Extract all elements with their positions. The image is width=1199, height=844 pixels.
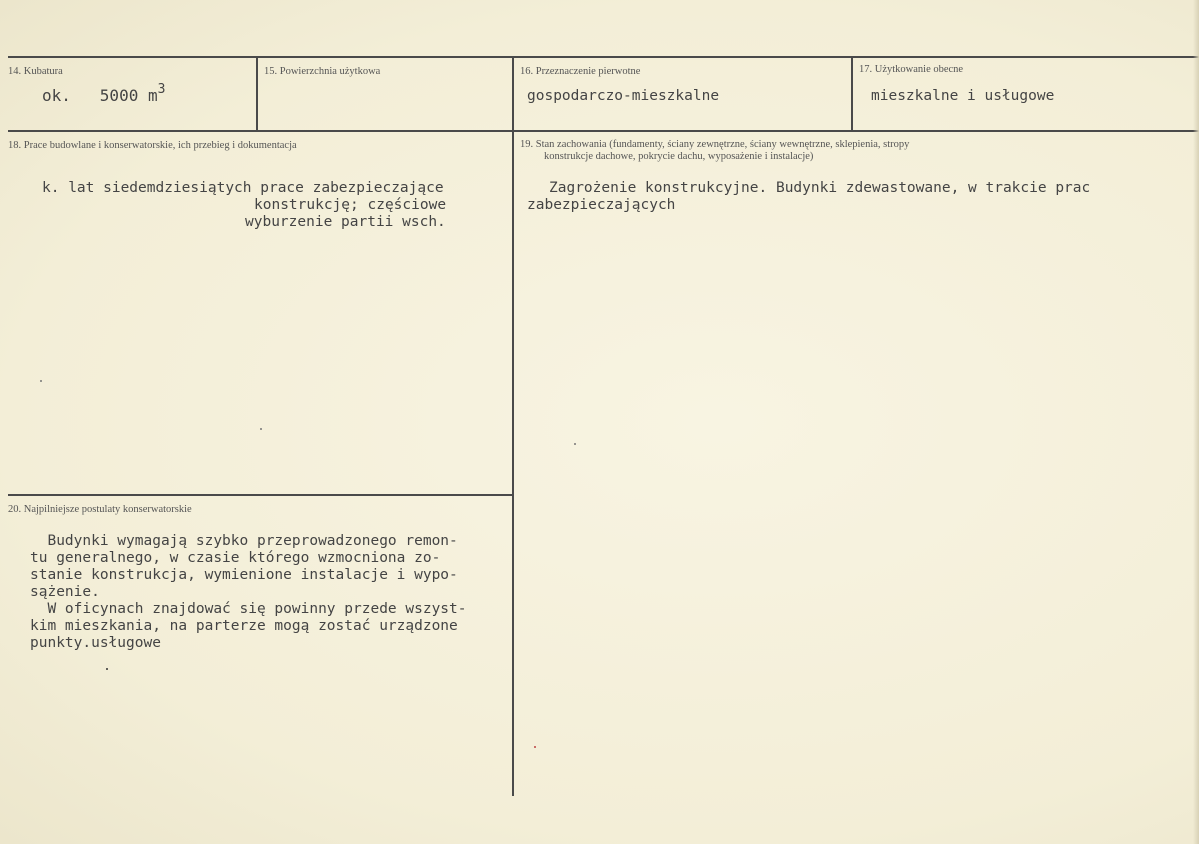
field-16-value: gospodarczo-mieszkalne — [527, 88, 720, 104]
volume-value: ok. 5000 m — [42, 86, 158, 105]
field-20-line-2: tu generalnego, w czasie którego wzmocniona zo- — [30, 550, 441, 566]
card-edge-shadow — [1193, 0, 1199, 844]
volume-unit-superscript: 3 — [157, 82, 166, 97]
field-18-line-2: konstrukcję; częściowe — [254, 197, 447, 213]
paper-speck — [106, 668, 108, 670]
field-20-line-6: kim mieszkania, na parterze mogą zostać urządzone — [30, 618, 458, 634]
field-19-label-line-2: konstrukcje dachowe, pokrycie dachu, wyposażenie i instalacje) — [544, 151, 814, 162]
field-16-label: 16. Przeznaczenie pierwotne — [520, 66, 641, 77]
field-20-line-5: W oficynach znajdować się powinny przede wszyst- — [30, 601, 467, 617]
field-20-line-3: stanie konstrukcja, wymienione instalacje i wypo- — [30, 567, 458, 583]
field-15-label: 15. Powierzchnia użytkowa — [264, 66, 381, 77]
field-20-line-1: Budynki wymagają szybko przeprowadzonego remon- — [30, 533, 458, 549]
field-20-line-7: punkty.usługowe — [30, 635, 161, 651]
field-18-line-3: wyburzenie partii wsch. — [245, 214, 446, 230]
field-19-line-2: zabezpieczających — [527, 197, 676, 213]
row-rule-2 — [8, 494, 513, 496]
field-18-line-1: k. lat siedemdziesiątych prace zabezpieczające — [42, 180, 444, 196]
field-19-line-1: Zagrożenie konstrukcyjne. Budynki zdewastowane, w trakcie prac — [549, 180, 1091, 196]
field-20-label: 20. Najpilniejsze postulaty konserwatorskie — [8, 504, 192, 515]
paper-speck — [40, 380, 42, 382]
field-19-label-line-1: 19. Stan zachowania (fundamenty, ściany zewnętrzne, ściany wewnętrzne, sklepienia, stropy — [520, 139, 910, 150]
col-rule-2 — [512, 58, 514, 796]
field-18-label: 18. Prace budowlane i konserwatorskie, ich przebieg i dokumentacja — [8, 140, 297, 151]
paper-speck — [260, 428, 262, 430]
paper-speck — [574, 443, 576, 445]
field-14-label: 14. Kubatura — [8, 66, 63, 77]
top-rule — [8, 56, 1199, 58]
field-17-value: mieszkalne i usługowe — [871, 88, 1055, 104]
col-rule-1 — [256, 58, 258, 131]
field-17-label: 17. Użytkowanie obecne — [859, 64, 964, 75]
field-14-value — [42, 82, 166, 106]
row-rule-1 — [8, 130, 1199, 132]
paper-speck — [534, 746, 536, 748]
col-rule-3 — [851, 58, 853, 131]
field-20-line-4: sążenie. — [30, 584, 100, 600]
